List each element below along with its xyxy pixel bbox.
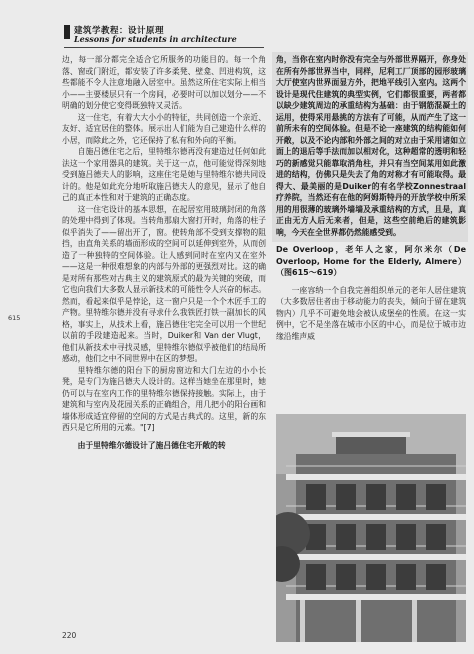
left-paragraph: 边，每一部分都完全适合它所服务的功能目的。每一个角落、窗或门附近，都安装了许多柔凳、壁龛、凹进构筑，这些都能不令人注意地融入居室中。虽然这所住宅实际上相当小——主要楼层只有一个房间，必要时可以加以划分——不明确的划分使它变得既独特又灵活。: [62, 55, 266, 110]
right-text-column: [276, 54, 466, 340]
header-rule: [64, 47, 264, 48]
left-paragraph: 自施吕德住宅之后，里特维尔德再没有建造过任何如此法这一个家用器具的建筑。关于这一点，他可能觉得深刻地受到施吕德夫人的影响，这座住宅是她与里特维尔德共同设计的。他是如此充分地听取施吕德夫人的意见，显示了他自己的真正本性和对于建筑的正确态度。: [62, 147, 266, 202]
left-paragraph: 这一住宅，有着大大小小的特征，共同创造一个亲近、友好、适宜居住的整体。展示出人们能为自己建造什么样的小居，而除此之外，它还保持了私有和外向的平衡。: [62, 112, 266, 145]
left-text-column: [62, 54, 266, 620]
section-title: De Overloop，老年人之家，阿尔米尔（De Overloop, Home for the Elderly, Almere）（图615～619）: [276, 245, 466, 277]
running-header-english: Lessons for students in architecture: [74, 34, 237, 44]
header-mark: [64, 25, 70, 39]
left-paragraph: 里特维尔德的阳台下的厨房窗边和大门左边的小小长凳，是专门为施吕德夫人设计的。这样当她坐在那里时，她仍可以与在室内工作的里特维尔德保持接触。实际上，由于建筑和与室内及花园关系的正确组合，用几把小的阳台画和墙体形成适宜停留的空间的方式是古典式的。这里，新的东西只是它所用的元素。"[7]: [62, 365, 266, 432]
section-body: 一座容纳一个自我完善组织单元的老年人居住建筑（大多数居住者由于移动能力的丧失，倾向于留在建筑物内）几乎不可避免地会被认成堡垒的性质。在这一实例中，它不是坐落在城市小区的中心，而是位于城市边缘沿维声威: [276, 285, 466, 340]
right-paragraph: 角，当你在室内时你没有完全与外部世界隔开，你身处在所有外部世界当中，同样，尼利工厂顶部的园形玻璃大厅使室内世界面显方外，把地平线引入室内。这两个设计是现代住建筑的典型实例，它们都很重要，两者都以缺少建筑周边的承重结构为基础：由于钢筋混凝土的运用，使得采用悬挑的方法有了可能，从而产生了这一前所未有的空间体验。但是不论一座建筑的结构能如何开敞，以及不论内部和外部之间的对立由于采用诸如立面上的退后等手法而加以相对化，这种超常的透明和轻巧的新感觉只能靠取消角柱，并只有当空间某用如此激进的结构，仿佛只是失去了角的对称才有可能取得。最得大、最美丽的是Duiker的有名学校Zonnestraal疗养院，当然还有在他的阿姆斯特丹的开放学校中所采用的用很薄的玻璃外墙墙及承重结构的方式，且是，真正由无方人后无来者，但是，这些空前绝后的建筑影响，今天在全世界都仍然能感受到。: [276, 55, 466, 237]
running-header-chinese: 建筑学教程：设计原理: [74, 26, 165, 36]
building-photo: [276, 414, 466, 642]
figure-caption: 由于里特维尔德设计了施吕德住宅开敞的转: [77, 440, 226, 450]
left-paragraph: 这一住宅设计的基本思想，在起居室用玻璃封闭的角落的处理中得到了体现。当转角那扇大窗打开时，角落的柱子似乎消失了——留出开了，窗。使转角部不受到支撑物的阻挡，由直角关系的墙面形成的空间可以延伸到室外，从而创造了一种独特的空间体验。让人感到同时在室内又在室外——这是一种很难想象的内部与外部的更强烈对比。这的确是对所有那些对古典主义的建筑原式的最为关键的突破，而它也向我们大多数人显示新技术的可能性令人兴奋的标志。然而，看起来似乎是悖论，这一窗户只是一个个木匠手工的产物。里特维尔德并没有寻求什么我铁匠打铁一副加长的风格，事实上，从技术上看，施吕德住宅完全可以用一个世纪以前的手段建造起来。当时，Duiker和 Van der Vlugt，他们从新技术中寻找灵感，里特维尔德似乎被他们的结局所感动，他们之中不同世界中在区的梦想。: [62, 204, 266, 363]
building-photo-graphic: [276, 414, 466, 642]
page-number: 220: [62, 631, 77, 640]
figure-margin-number: 615: [8, 314, 21, 322]
